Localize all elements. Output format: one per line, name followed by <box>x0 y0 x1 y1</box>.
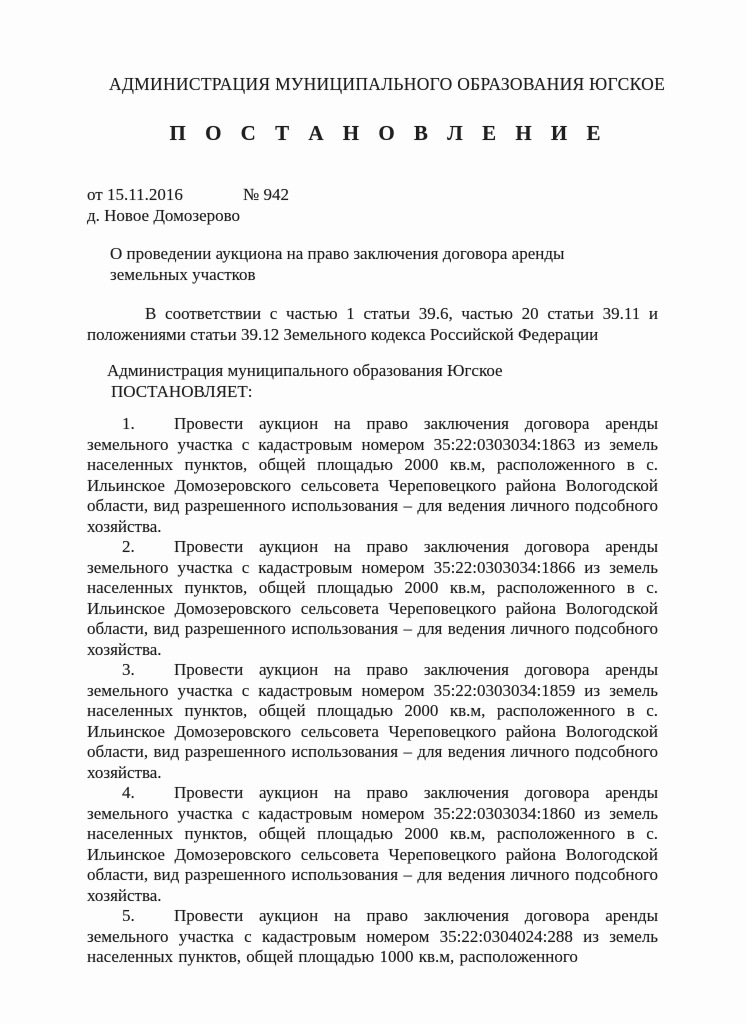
item-text: Провести аукцион на право заключения договора аренды земельного участка с кадастровым номером 35:22:0303034:1866 из земель населенных пунктов, общей площадью 2000 кв.м, расположенного в с. Ильинское Домозеровского сельсовета Череповецкого района Вологодской области, вид разрешенного использования – для ведения личного подсобного хозяйства. <box>87 537 658 659</box>
legal-basis-paragraph: В соответствии с частью 1 статьи 39.6, частью 20 статьи 39.11 и положениями статьи 39.12 Земельного кодекса Российской Федерации <box>87 304 658 344</box>
authority-block <box>87 361 658 402</box>
item-text: Провести аукцион на право заключения договора аренды земельного участка с кадастровым номером 35:22:0303034:1860 из земель населенных пунктов, общей площадью 2000 кв.м, расположенного в с. Ильинское Домозеровского сельсовета Череповецкого района Вологодской области, вид разрешенного использования – для ведения личного подсобного хозяйства. <box>87 783 658 905</box>
resolution-item <box>87 660 658 783</box>
resolution-item <box>87 906 658 968</box>
document-date: от 15.11.2016 <box>87 185 183 204</box>
document-place: д. Новое Домозерово <box>87 205 241 225</box>
resolution-items <box>87 414 658 968</box>
document-number: № 942 <box>243 185 289 204</box>
document-meta <box>87 185 658 226</box>
date-number-line <box>87 185 658 206</box>
item-number: 2. <box>122 537 135 556</box>
resolution-item <box>87 783 658 906</box>
document-type-title: П О С Т А Н О В Л Е Н И Е <box>169 121 608 145</box>
resolution-item <box>87 537 658 660</box>
item-text: Провести аукцион на право заключения договора аренды земельного участка с кадастровым номером 35:22:0304024:288 из земель населенных пунктов, общей площадью 1000 кв.м, расположенного <box>87 906 658 966</box>
item-number: 3. <box>122 660 135 679</box>
resolution-item <box>87 414 658 537</box>
item-number: 1. <box>122 414 135 433</box>
item-number: 4. <box>122 783 135 802</box>
authority-name: Администрация муниципального образования Югское <box>107 361 503 380</box>
document-subject: О проведении аукциона на право заключения договора аренды земельных участков <box>110 244 565 284</box>
decree-word: ПОСТАНОВЛЯЕТ: <box>111 381 253 401</box>
item-number: 5. <box>122 906 135 925</box>
organization-name: АДМИНИСТРАЦИЯ МУНИЦИПАЛЬНОГО ОБРАЗОВАНИЯ ЮГСКОЕ <box>109 74 666 94</box>
item-text: Провести аукцион на право заключения договора аренды земельного участка с кадастровым номером 35:22:0303034:1859 из земель населенных пунктов, общей площадью 2000 кв.м, расположенного в с. Ильинское Домозеровского сельсовета Череповецкого района Вологодской области, вид разрешенного использования – для ведения личного подсобного хозяйства. <box>87 660 658 782</box>
item-text: Провести аукцион на право заключения договора аренды земельного участка с кадастровым номером 35:22:0303034:1863 из земель населенных пунктов, общей площадью 2000 кв.м, расположенного в с. Ильинское Домозеровского сельсовета Череповецкого района Вологодской области, вид разрешенного использования – для ведения личного подсобного хозяйства. <box>87 414 658 536</box>
